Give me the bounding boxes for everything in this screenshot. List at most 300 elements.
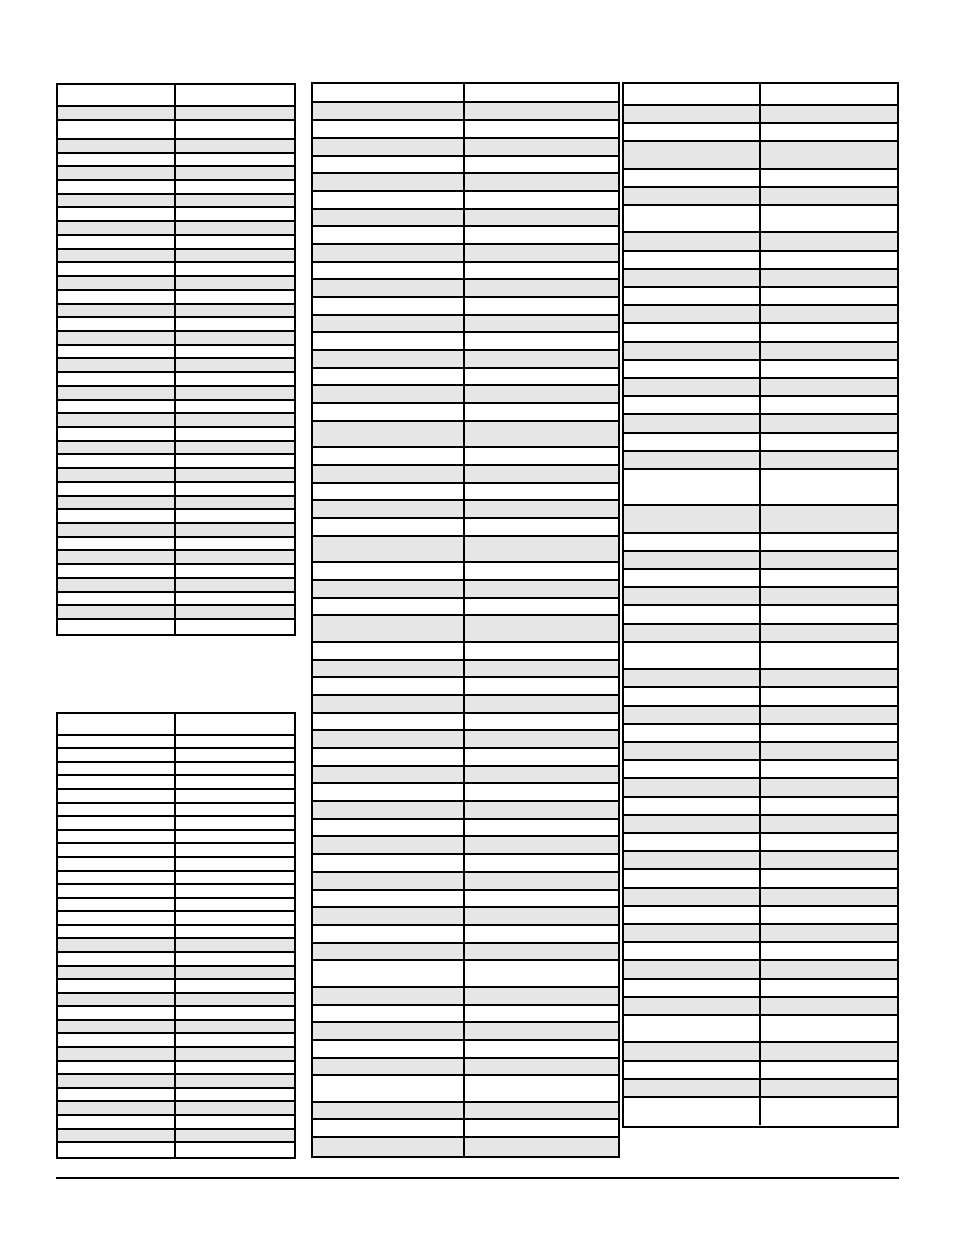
table-row <box>58 140 294 154</box>
table-cell <box>761 816 897 832</box>
table-row <box>624 834 897 852</box>
table-row <box>624 397 897 415</box>
table-cell <box>624 361 761 377</box>
table-cell <box>176 373 294 385</box>
table-cell <box>761 288 897 304</box>
table-cell <box>176 1007 294 1019</box>
table-cell <box>176 1130 294 1142</box>
table-cell <box>624 670 761 686</box>
table-cell <box>176 980 294 992</box>
table-row <box>624 570 897 588</box>
table-cell <box>58 749 176 761</box>
table-row <box>313 351 618 369</box>
table-row <box>58 593 294 607</box>
table-row <box>624 743 897 761</box>
table-row <box>313 316 618 334</box>
table-cell <box>465 1023 618 1039</box>
table-cell <box>465 210 618 226</box>
table-row <box>624 907 897 925</box>
table-row <box>624 643 897 670</box>
table-cell <box>761 870 897 886</box>
table-cell <box>313 1059 465 1075</box>
table-row <box>624 361 897 379</box>
table-row <box>624 870 897 888</box>
table-row <box>624 252 897 270</box>
table-row <box>58 953 294 967</box>
table-cell <box>465 749 618 765</box>
table-cell <box>58 1034 176 1046</box>
table-row <box>313 1041 618 1059</box>
table-row <box>313 333 618 351</box>
table-cell <box>624 925 761 941</box>
table-cell <box>624 1080 761 1096</box>
table-cell <box>58 414 176 426</box>
table-cell <box>313 944 465 960</box>
table-cell <box>624 980 761 996</box>
table-cell <box>761 588 897 604</box>
table-cell <box>58 1143 176 1157</box>
table-cell <box>624 688 761 704</box>
table-row <box>58 107 294 121</box>
table-cell <box>313 749 465 765</box>
table-cell <box>465 1076 618 1101</box>
table-cell <box>624 552 761 568</box>
table-cell <box>58 346 176 358</box>
table-row <box>58 414 294 428</box>
table-row <box>624 998 897 1016</box>
table-row <box>624 798 897 816</box>
table-row <box>313 1006 618 1024</box>
table-cell <box>761 670 897 686</box>
table-cell <box>58 318 176 330</box>
table-row <box>313 103 618 121</box>
table-row <box>624 1080 897 1098</box>
table-cell <box>58 222 176 234</box>
table-cell <box>465 404 618 420</box>
table-cell <box>313 316 465 332</box>
table-row <box>313 926 618 944</box>
table-row <box>58 277 294 291</box>
table-cell <box>761 270 897 286</box>
table-cell <box>176 497 294 509</box>
table-cell <box>176 620 294 634</box>
table-cell <box>58 442 176 454</box>
table-cell <box>176 167 294 179</box>
table-cell <box>624 779 761 795</box>
table-row <box>313 484 618 502</box>
table-cell <box>176 1021 294 1033</box>
table-cell <box>465 537 618 562</box>
table-cell <box>58 593 176 605</box>
table-cell <box>176 140 294 152</box>
table-row <box>624 688 897 706</box>
table-header-row <box>58 714 294 736</box>
table-cell <box>176 926 294 938</box>
table-cell <box>465 714 618 730</box>
table-cell <box>176 154 294 166</box>
table-cell <box>313 192 465 208</box>
table-cell <box>465 616 618 641</box>
table-cell <box>761 980 897 996</box>
table-cell <box>465 298 618 314</box>
table-row <box>624 1062 897 1080</box>
table-row <box>313 386 618 404</box>
table-row <box>313 661 618 679</box>
table-cell <box>313 581 465 597</box>
table-row <box>624 270 897 288</box>
table-cell <box>624 506 761 531</box>
table-header-row <box>624 84 897 106</box>
table-row <box>624 452 897 470</box>
table-row <box>58 373 294 387</box>
table-cell <box>761 852 897 868</box>
table-row <box>313 1023 618 1041</box>
table-row <box>58 967 294 981</box>
table-row <box>58 236 294 250</box>
table-cell <box>176 844 294 856</box>
table-cell <box>313 245 465 261</box>
table-row <box>624 106 897 124</box>
table-cell <box>58 912 176 924</box>
table-cell <box>624 452 761 468</box>
table-cell <box>624 270 761 286</box>
table-cell <box>465 891 618 907</box>
table-row <box>313 581 618 599</box>
table-cell <box>761 798 897 814</box>
table-cell <box>58 208 176 220</box>
table-cell <box>313 661 465 677</box>
table-row <box>313 519 618 537</box>
table-row <box>58 1130 294 1144</box>
table-cell <box>176 790 294 802</box>
table-cell <box>624 379 761 395</box>
header-cell <box>176 85 294 105</box>
table-row <box>624 816 897 834</box>
table-cell <box>313 1041 465 1057</box>
table-cell <box>761 889 897 905</box>
table-cell <box>313 210 465 226</box>
table-row <box>313 873 618 891</box>
table-cell <box>465 1059 618 1075</box>
table-row <box>58 1102 294 1116</box>
table-cell <box>176 858 294 870</box>
table-cell <box>465 873 618 889</box>
table-cell <box>465 643 618 659</box>
table-cell <box>624 1016 761 1041</box>
table-cell <box>624 470 761 504</box>
table-cell <box>624 397 761 413</box>
table-cell <box>313 643 465 659</box>
table-row <box>624 625 897 643</box>
table-cell <box>58 291 176 303</box>
table-row <box>624 324 897 342</box>
table-cell <box>313 1076 465 1101</box>
table-cell <box>176 263 294 275</box>
table-cell <box>58 980 176 992</box>
table-row <box>624 534 897 552</box>
table-cell <box>176 107 294 119</box>
table-cell <box>624 889 761 905</box>
table-cell <box>176 346 294 358</box>
table-cell <box>176 1062 294 1074</box>
table-cell <box>624 743 761 759</box>
table-cell <box>313 855 465 871</box>
table-row <box>624 980 897 998</box>
table-row <box>624 779 897 797</box>
table-cell <box>624 142 761 167</box>
table-row <box>624 306 897 324</box>
table-row <box>313 139 618 157</box>
table-cell <box>58 831 176 843</box>
table-cell <box>761 415 897 431</box>
table-cell <box>176 885 294 897</box>
table-cell <box>624 106 761 122</box>
table-cell <box>761 106 897 122</box>
table-cell <box>58 401 176 413</box>
table-cell <box>465 802 618 818</box>
table-cell <box>624 606 761 622</box>
table-cell <box>176 401 294 413</box>
table-row <box>58 872 294 886</box>
table-cell <box>58 428 176 440</box>
table-cell <box>624 761 761 777</box>
table-row <box>58 1021 294 1035</box>
table-row <box>313 731 618 749</box>
table-cell <box>313 280 465 296</box>
table-cell <box>176 579 294 591</box>
table-cell <box>313 422 465 447</box>
table-cell <box>58 483 176 495</box>
table-cell <box>624 188 761 204</box>
table-cell <box>176 538 294 550</box>
table-row <box>58 858 294 872</box>
table-cell <box>58 953 176 965</box>
table-cell <box>624 288 761 304</box>
table-row <box>58 565 294 579</box>
table-row <box>313 1120 618 1138</box>
table-cell <box>624 852 761 868</box>
table-row <box>624 434 897 452</box>
table-row <box>624 761 897 779</box>
table-row <box>624 925 897 943</box>
table-cell <box>465 926 618 942</box>
table-cell <box>313 891 465 907</box>
table-cell <box>176 763 294 775</box>
header-cell <box>313 84 465 101</box>
table-row <box>58 994 294 1008</box>
table-cell <box>624 124 761 140</box>
table-cell <box>58 154 176 166</box>
table-cell <box>465 1138 618 1156</box>
table-row <box>624 961 897 979</box>
table-cell <box>313 404 465 420</box>
table-cell <box>465 174 618 190</box>
table-cell <box>58 469 176 481</box>
table-cell <box>761 470 897 504</box>
table-cell <box>465 961 618 986</box>
table-cell <box>58 263 176 275</box>
header-cell <box>58 714 176 734</box>
table-row <box>313 263 618 281</box>
table-row <box>58 749 294 763</box>
table-row <box>58 483 294 497</box>
table-cell <box>58 373 176 385</box>
table-cell <box>313 484 465 500</box>
table-row <box>58 551 294 565</box>
table-cell <box>58 858 176 870</box>
table-cell <box>313 1120 465 1136</box>
table-cell <box>313 139 465 155</box>
table-cell <box>313 563 465 579</box>
table-row <box>313 404 618 422</box>
table-cell <box>465 908 618 924</box>
table-cell <box>761 170 897 186</box>
table-cell <box>58 305 176 317</box>
table-cell <box>176 208 294 220</box>
table-cell <box>761 306 897 322</box>
table-row <box>58 263 294 277</box>
table-cell <box>313 1006 465 1022</box>
table-cell <box>313 802 465 818</box>
table-row <box>313 563 618 581</box>
table-cell <box>624 570 761 586</box>
table-cell <box>176 222 294 234</box>
table-row <box>624 142 897 169</box>
table-cell <box>313 767 465 783</box>
table-row <box>58 442 294 456</box>
table-cell <box>465 1120 618 1136</box>
table-cell <box>624 834 761 850</box>
table-cell <box>58 736 176 748</box>
table-row <box>624 707 897 725</box>
table-row <box>58 291 294 305</box>
table-row <box>313 227 618 245</box>
table-row <box>313 210 618 228</box>
table-cell <box>313 298 465 314</box>
table-cell <box>465 227 618 243</box>
table-cell <box>58 497 176 509</box>
table-cell <box>58 551 176 563</box>
table-cell <box>58 107 176 119</box>
footer-rule <box>56 1177 899 1179</box>
table-cell <box>624 306 761 322</box>
table-cell <box>313 696 465 712</box>
table-cell <box>176 939 294 951</box>
table-row <box>313 192 618 210</box>
table-cell <box>58 1075 176 1087</box>
table-cell <box>176 195 294 207</box>
table-cell <box>176 291 294 303</box>
table-row <box>58 167 294 181</box>
table-cell <box>465 139 618 155</box>
header-cell <box>624 84 761 104</box>
table-cell <box>313 448 465 464</box>
table-cell <box>58 332 176 344</box>
table-cell <box>313 121 465 137</box>
table-row <box>58 318 294 332</box>
table-cell <box>761 925 897 941</box>
table-cell <box>313 837 465 853</box>
table-cell <box>624 170 761 186</box>
table-cell <box>761 743 897 759</box>
table-middle <box>311 82 620 1158</box>
table-cell <box>58 1089 176 1101</box>
table-cell <box>176 994 294 1006</box>
table-cell <box>58 620 176 634</box>
table-row <box>624 343 897 361</box>
table-cell <box>761 707 897 723</box>
header-cell <box>176 714 294 734</box>
table-cell <box>176 510 294 522</box>
table-row <box>624 606 897 624</box>
table-cell <box>624 816 761 832</box>
table-row <box>313 643 618 661</box>
table-cell <box>465 1006 618 1022</box>
table-row <box>58 195 294 209</box>
table-row <box>58 1075 294 1089</box>
table-row <box>624 506 897 533</box>
table-cell <box>465 448 618 464</box>
table-cell <box>176 606 294 618</box>
table-cell <box>465 820 618 836</box>
table-row <box>624 889 897 907</box>
table-row <box>313 174 618 192</box>
table-cell <box>58 1062 176 1074</box>
table-row <box>58 524 294 538</box>
table-cell <box>761 252 897 268</box>
table-cell <box>176 469 294 481</box>
table-cell <box>624 998 761 1014</box>
table-cell <box>313 227 465 243</box>
table-cell <box>176 551 294 563</box>
table-row <box>58 469 294 483</box>
table-cell <box>58 872 176 884</box>
table-cell <box>761 834 897 850</box>
table-cell <box>624 434 761 450</box>
table-cell <box>624 907 761 923</box>
table-left-bottom <box>56 712 296 1159</box>
table-cell <box>465 333 618 349</box>
table-row <box>58 790 294 804</box>
table-cell <box>761 206 897 231</box>
table-cell <box>176 442 294 454</box>
table-cell <box>624 798 761 814</box>
table-row <box>313 616 618 643</box>
table-row <box>58 1143 294 1157</box>
table-row <box>313 1138 618 1156</box>
table-cell <box>313 263 465 279</box>
table-cell <box>761 534 897 550</box>
table-cell <box>624 1043 761 1059</box>
table-row <box>624 588 897 606</box>
table-row <box>313 767 618 785</box>
table-row <box>313 784 618 802</box>
table-row <box>58 912 294 926</box>
table-cell <box>313 599 465 615</box>
table-cell <box>176 804 294 816</box>
table-cell <box>58 844 176 856</box>
table-cell <box>313 784 465 800</box>
table-cell <box>624 233 761 249</box>
table-cell <box>58 790 176 802</box>
table-row <box>58 1089 294 1103</box>
table-cell <box>761 570 897 586</box>
table-cell <box>176 1102 294 1114</box>
table-cell <box>176 593 294 605</box>
table-cell <box>58 1130 176 1142</box>
table-cell <box>624 324 761 340</box>
table-cell <box>761 397 897 413</box>
